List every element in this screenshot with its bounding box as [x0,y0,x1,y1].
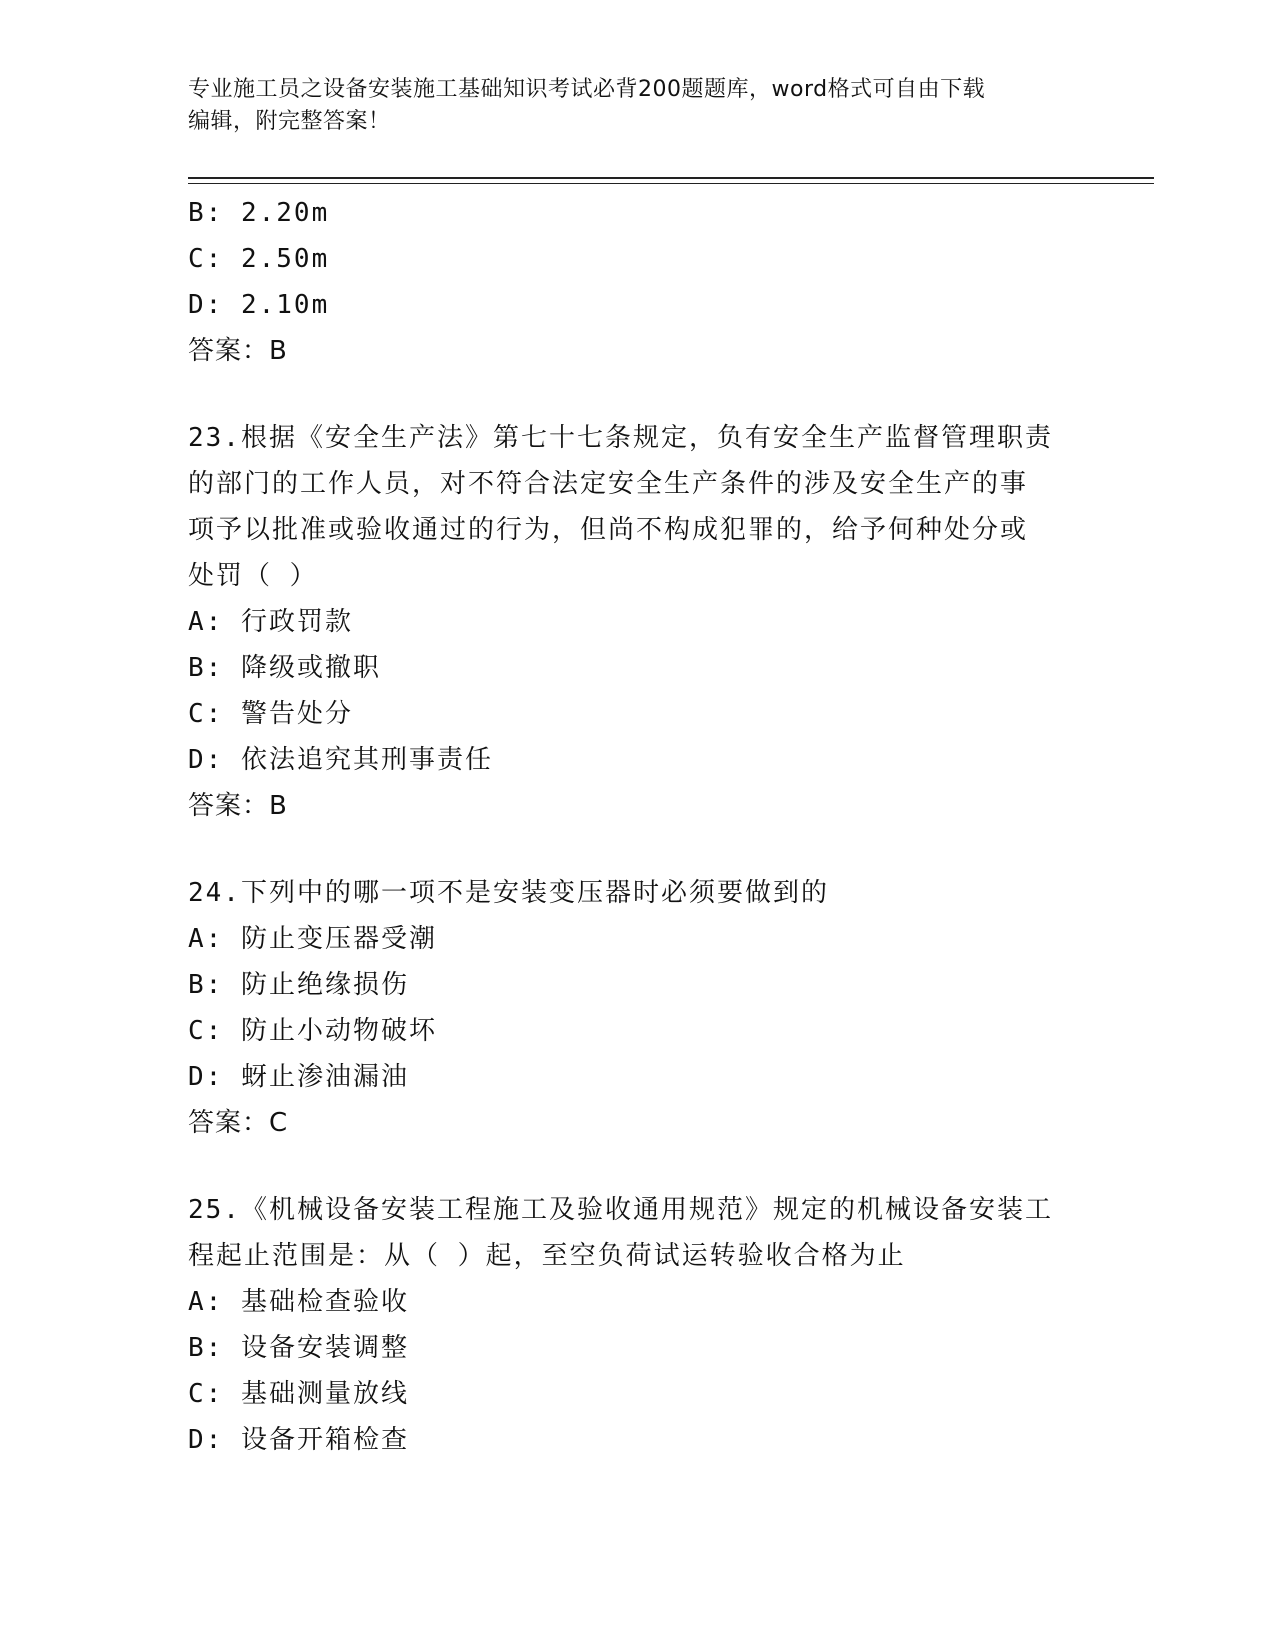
header-title-line-1: 专业施工员之设备安装施工基础知识考试必背200题题库，word格式可自由下载 [188,77,986,102]
option-a: A: 行政罚款 [188,607,353,637]
header-divider-thin [188,183,1154,184]
question-stem: 程起止范围是：从（ ）起，至空负荷试运转验收合格为止 [188,1241,906,1271]
question-content [188,190,1088,1463]
question-stem: 23.根据《安全生产法》第七十七条规定，负有安全生产监督管理职责 [188,423,1053,453]
question-stem: 24.下列中的哪一项不是安装变压器时必须要做到的 [188,878,829,908]
option-c: C: 防止小动物破坏 [188,1016,437,1046]
option-d: D: 2.10m [188,290,330,320]
answer-line: 答案：C [188,1108,289,1138]
question-stem: 25.《机械设备安装工程施工及验收通用规范》规定的机械设备安装工 [188,1195,1053,1225]
question-24 [188,870,1088,1146]
question-25 [188,1187,1088,1463]
option-b: B: 设备安装调整 [188,1333,409,1363]
option-d: D: 蚜止渗油漏油 [188,1062,409,1092]
answer-line: 答案：B [188,791,288,821]
question-stem: 的部门的工作人员，对不符合法定安全生产条件的涉及安全生产的事 [188,469,1029,499]
option-a: A: 基础检查验收 [188,1287,409,1317]
option-c: C: 警告处分 [188,699,353,729]
document-header [188,74,1068,138]
option-b: B: 防止绝缘损伤 [188,970,409,1000]
answer-line: 答案：B [188,336,288,366]
question-stem: 项予以批准或验收通过的行为，但尚不构成犯罪的，给予何种处分或 [188,515,1029,545]
option-c: C: 基础测量放线 [188,1379,409,1409]
option-d: D: 依法追究其刑事责任 [188,745,493,775]
option-d: D: 设备开箱检查 [188,1425,409,1455]
question-stem: 处罚（ ） [188,561,318,591]
option-c: C: 2.50m [188,244,330,274]
option-b: B: 2.20m [188,198,330,228]
header-title-line-2: 编辑，附完整答案！ [188,109,391,134]
option-b: B: 降级或撤职 [188,653,381,683]
question-22-tail [188,190,1088,374]
question-23 [188,415,1088,829]
header-divider-thick [188,177,1154,179]
option-a: A: 防止变压器受潮 [188,924,437,954]
